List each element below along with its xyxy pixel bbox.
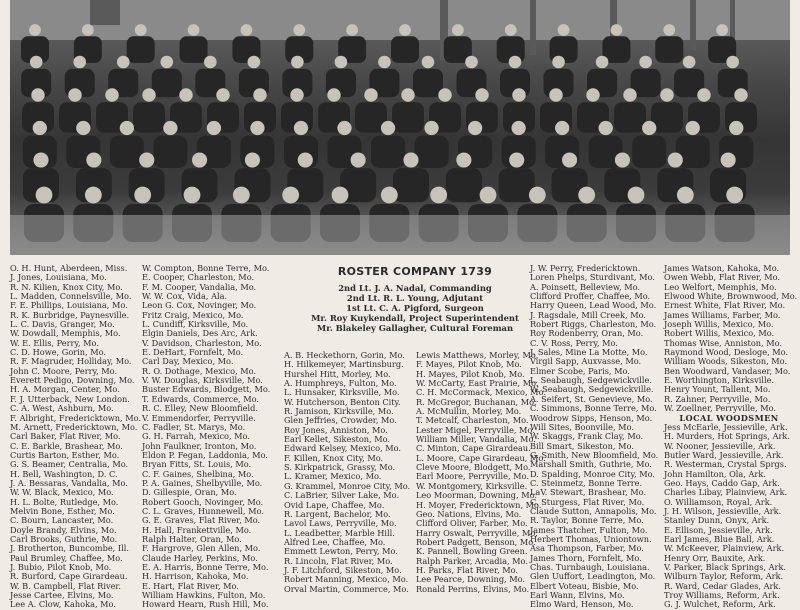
company-group-photo: [10, 0, 790, 255]
roster-entry: W. W. Cox, Vida, Ala.: [142, 291, 228, 302]
roster-entry: L. Seabaugh, Sedgewickville.: [530, 375, 652, 386]
roster-entry: Carl Day, Mexico, Mo.: [142, 356, 234, 367]
roster-entry: Fritz Craig, Mexico, Mo.: [142, 309, 244, 320]
roster-entry: James Williams, Farber, Mo.: [664, 309, 781, 320]
roster-entry: K. Pannell, Bowling Green.: [416, 546, 528, 557]
roster-entry: Melvin Bone, Esther, Mo.: [10, 505, 115, 516]
roster-entry: W. W. Black, Mexico, Mo.: [10, 487, 114, 498]
roster-entry: A. Poinsett, Belleview, Mo.: [530, 281, 640, 292]
officer-line: 2nd Lt. J. A. Nadal, Commanding: [338, 283, 492, 293]
roster-title: ROSTER COMPANY 1739: [337, 265, 493, 278]
roster-entry: Stanley Dunn, Onyx, Ark.: [664, 515, 770, 526]
roster-entry: E. Cooper, Charleston, Mo.: [142, 272, 255, 283]
roster-entry: W. Montgomery, Kirksville.: [416, 480, 528, 491]
roster-entry: D. Spalding, Monroe City, Mo.: [530, 468, 655, 479]
roster-entry: F. Killen, Knox City, Mo.: [284, 452, 384, 463]
roster-entry: Robert Willis, Mexico, Mo.: [664, 328, 775, 339]
roster-entry: W. Nooner, Jessieville, Ark.: [664, 440, 776, 451]
roster-entry: Charles Libay, Plainview, Ark.: [664, 487, 788, 498]
roster-entry: Ralph Parker, Arcadia, Mo.: [416, 555, 528, 566]
roster-entry: W. E. Ellis, Perry, Mo.: [10, 337, 99, 348]
roster-entry: Emmett Lewton, Perry, Mo.: [284, 546, 398, 557]
roster-entry: L. Leadbetter, Marble Hill.: [284, 527, 395, 538]
roster-column-3: [284, 351, 414, 594]
roster-entry: Wilburn Taylor, Reform, Ark.: [664, 571, 784, 582]
roster-entry: C. D. Howe, Gorin, Mo.: [10, 347, 107, 358]
roster-entry: E. Worthington, Kirksville.: [664, 375, 775, 386]
roster-entry: Henry Yount, Tallent, Mo.: [664, 384, 771, 395]
roster-entry: Joseph Willis, Mexico, Mo.: [664, 319, 774, 330]
roster-entry: Eldon P. Fegan, Laddonia, Mo.: [142, 449, 268, 460]
roster-entry: Earl Kellet, Sikeston, Mo.: [284, 434, 391, 445]
roster-entry: C. H. McCormack, Mexico, Mo.: [416, 387, 546, 398]
roster-entry: L. Cundiff, Kirksville, Mo.: [142, 319, 249, 330]
roster-entry: L. Hunsaker, Kirksville, Mo.: [284, 387, 400, 398]
roster-entry: Carl Brooks, Guthrie, Mo.: [10, 533, 118, 544]
roster-entry: R. Largent, Bachelor, Mo.: [284, 508, 391, 519]
roster-entry: R. K. Burbridge, Paynesville.: [10, 309, 130, 320]
roster-entry: James Thorn, Fornfelt, Mo.: [530, 552, 642, 563]
roster-entry: V. Parker, Black Springs, Ark.: [664, 562, 787, 572]
roster-column-2: [142, 264, 282, 610]
roster-entry: Lavol Laws, Perryville, Mo.: [284, 518, 397, 529]
roster-entry: Geo. Hays, Caddo Gap, Ark.: [664, 477, 780, 488]
roster-entry: Geo. Nations, Elvins, Mo.: [416, 508, 522, 519]
roster-entry: Robert Riggs, Charleston, Mo.: [530, 319, 657, 330]
roster-entry: W. Seabaugh, Sedgewickville.: [530, 384, 654, 395]
roster-entry: O. H. Hunt, Aberdeen, Miss.: [10, 263, 128, 273]
roster-entry: Buster Edwards, Blodgett, Mo.: [142, 384, 271, 395]
roster-entry: R. F. Magruder, Holliday, Mo.: [10, 356, 132, 367]
roster-entry: Clifford Proffer, Chaffee, Mo.: [530, 291, 651, 302]
roster-entry: Ben Woodward, Vandaser, Mo.: [664, 365, 791, 376]
roster-entry: C. E. Barkle, Brashear, Mo.: [10, 440, 123, 451]
roster-entry: Claude Sutton, Annapolis, Mo.: [530, 505, 657, 516]
roster-entry: H. Hall, Frankettville, Mo.: [142, 524, 252, 535]
roster-entry: Cleve Moore, Blodgett, Mo.: [416, 462, 531, 473]
roster-entry: Orval Martin, Commerce, Mo.: [284, 583, 409, 594]
roster-entry: J. Ragsdale, Mill Creek, Mo.: [530, 309, 646, 320]
roster-entry: Lee A. Clow, Kahoka, Mo.: [10, 599, 116, 610]
roster-entry: R. Taylor, Bonne Terre, Mo.: [530, 515, 644, 526]
roster-entry: R. McGregor, Buchanan, Mo.: [416, 396, 537, 407]
roster-entry: J. Sales, Mine La Motte, Mo.: [530, 347, 648, 358]
roster-entry: Earl James, Blue Ball, Ark.: [664, 533, 775, 544]
roster-entry: LaV. Stewart, Brashear, Mo.: [530, 487, 647, 498]
roster-entry: R. Jamison, Kirksville, Mo.: [284, 406, 394, 417]
roster-entry: J. Jones, Louisiana, Mo.: [10, 272, 107, 283]
roster-entry: John Faulkner, Ironton, Mo.: [142, 440, 257, 451]
roster-entry: O. Williamson, Royal, Ark.: [664, 496, 773, 507]
roster-column-6: [664, 263, 798, 610]
roster-entry: C. V. Ross, Perry, Mo.: [530, 337, 618, 348]
roster-entry: R. Ward, Cedar Glades, Ark.: [664, 580, 781, 591]
roster-entry: C. Fadler, St. Marys, Mo.: [142, 421, 246, 432]
roster-entry: Earl Moore, Perryville, Mo.: [416, 471, 529, 482]
roster-entry: Clifford Oliver, Farber, Mo.: [416, 518, 528, 529]
roster-entry: F. J. Utterback, New London.: [10, 393, 130, 404]
roster-entry: Doyle Brandy, Elvins, Mo.: [10, 524, 117, 535]
roster-entry: Bryan Fitts, St. Louis, Mo.: [142, 459, 252, 470]
roster-entry: J. F. Litchford, Sikeston, Mo.: [284, 564, 402, 575]
roster-entry: C. F. Gaines, Shelbina, Mo.: [142, 468, 254, 479]
roster-entry: R. C. Elley, New Bloomfield.: [142, 403, 258, 414]
roster-entry: R. O. Dothage, Mexico, Mo.: [142, 365, 256, 376]
roster-entry: G. S. Beamer, Centralia, Mo.: [10, 459, 129, 470]
roster-entry: Loren Phelps, Sturdivant, Mo.: [530, 272, 655, 283]
roster-entry: John C. Moore, Perry, Mo.: [10, 365, 118, 376]
roster-column-4: [416, 351, 544, 594]
roster-entry: P. A. Gaines, Shelbyville, Mo.: [142, 477, 263, 488]
roster-entry: V. Davidson, Charleston, Mo.: [142, 337, 262, 348]
roster-entry: Claude Harley, Perkins, Mo.: [142, 552, 258, 563]
roster-entry: Lee Pearce, Downing, Mo.: [416, 574, 526, 585]
roster-entry: S. Kirkpatrick, Grassy, Mo.: [284, 462, 396, 473]
roster-entry: Will Sites, Boonville, Mo.: [530, 421, 634, 432]
roster-entry: Jess McEarle, Jessieville, Ark.: [664, 421, 788, 432]
roster-entry: Ronald Perrins, Elvins, Mo.: [416, 583, 530, 594]
roster-entry: Jesse Cartee, Elvins, Mo.: [10, 590, 114, 601]
roster-entry: Henry Orr, Bauxite, Ark.: [664, 552, 766, 563]
roster-entry: T. Metcalf, Charleston, Mo.: [416, 415, 529, 426]
roster-entry: V. Emmendorfer, Perryville.: [142, 412, 256, 423]
roster-entry: A. Seifert, St. Genevieve, Mo.: [530, 393, 653, 404]
roster-entry: A. B. Heckethorn, Gorin, Mo.: [284, 350, 405, 360]
roster-entry: Alfred Lee, Chaffee, Mo.: [284, 536, 386, 547]
roster-entry: Lester Migel, Perryville, Mo.: [416, 424, 535, 435]
roster-entry: James Thatcher, Fulton, Mo.: [530, 524, 648, 535]
roster-entry: T. Edwards, Commerce, Mo.: [142, 393, 260, 404]
roster-entry: Lewis Matthews, Morley, Mo.: [416, 350, 539, 360]
roster-entry: E. Ellison, Jessieville, Ark.: [664, 524, 773, 535]
roster-entry: Edward Kelsey, Mexico, Mo.: [284, 443, 401, 454]
roster-entry: William Woods, Sikeston, Mo.: [664, 356, 788, 367]
roster-entry: H. Moyer, Fredericktown, Mo.: [416, 499, 542, 510]
roster-entry: Harry Oswalt, Perryville, Mo.: [416, 527, 538, 538]
roster-entry: H. Parks, Flat River, Mo.: [416, 564, 518, 575]
roster-entry: H. Mayes, Pilot Knob, Mo.: [416, 368, 525, 379]
roster-entry: G. J. Wulchet, Reform, Ark.: [664, 599, 776, 610]
roster-entry: J. Brotherton, Buncombe, Ill.: [10, 543, 129, 554]
roster-entry: Herbert Thomas, Uniontown.: [530, 533, 652, 544]
roster-entry: E. A. Harris, Bonne Terre, Mo.: [142, 562, 269, 572]
roster-entry: Curtis Barton, Esther, Mo.: [10, 449, 120, 460]
local-woodsmen-heading: LOCAL WOODSMEN: [679, 412, 779, 423]
officer-line: Mr. Roy Kuykendall, Project Superintendent: [311, 313, 519, 324]
roster-entry: D. Gillespie, Oran, Mo.: [142, 487, 237, 498]
roster-entry: C. Bourn, Lancaster, Mo.: [10, 515, 114, 526]
roster-entry: H. Hilkemeyer, Martinsburg.: [284, 359, 404, 370]
roster-entry: F. Hargrove, Glen Allen, Mo.: [142, 543, 261, 554]
roster-entry: C. Simmons, Bonne Terre, Mo.: [530, 403, 657, 414]
roster-entry: W. Hutcherson, Benton City.: [284, 396, 401, 407]
roster-entry: C. Minton, Cape Girardeau.: [416, 443, 531, 454]
roster-entry: C. A. West, Ashburn, Mo.: [10, 403, 114, 414]
roster-entry: James Watson, Kahoka, Mo.: [664, 263, 780, 273]
roster-entry: Elgin Daniels, Des Arc, Ark.: [142, 328, 258, 339]
roster-entry: Ernest White, Flat River, Mo.: [664, 300, 786, 311]
roster-entry: Bill Smart, Sikeston, Mo.: [530, 440, 634, 451]
roster-entry: Elbert Voteau, Bisbie, Mo.: [530, 580, 639, 591]
roster-entry: R. Westerman, Crystal Sprgs.: [664, 459, 787, 470]
roster-entry: Asa Thompson, Farber, Mo.: [530, 543, 644, 554]
roster-entry: C. Sturgess, Flat River, Mo.: [530, 496, 645, 507]
roster-entry: H. Bell, Washington, D. C.: [10, 468, 118, 479]
roster-entry: J. W. Perry, Fredericktown.: [530, 263, 641, 273]
roster-entry: J. Bubio, Pilot Knob, Mo.: [10, 562, 112, 572]
roster-entry: Elwood White, Brownwood, Mo.: [664, 291, 798, 302]
roster-entry: H. L. Bolte, Rutledge, Mo.: [10, 496, 119, 507]
roster-entry: J. H. Wilson, Jessieville, Ark.: [664, 505, 782, 516]
roster-entry: G. E. Graves, Flat River, Mo.: [142, 515, 261, 526]
roster-entry: G. H. Farrah, Mexico, Mo.: [142, 431, 250, 442]
roster-entry: L. C. Davis, Granger, Mo.: [10, 319, 115, 330]
roster-column-5: [530, 264, 660, 610]
roster-entry: L. Madden, Connelsville, Mo.: [10, 291, 132, 302]
roster-entry: M. Arnett, Fredericktown, Mo.: [10, 421, 138, 432]
officers-block: [284, 283, 546, 333]
roster-entry: Leo Moorman, Downing, Mo.: [416, 490, 537, 501]
roster-entry: W. Compton, Bonne Terre, Mo.: [142, 263, 270, 273]
roster-column-1: [10, 263, 142, 610]
roster-entry: E. DeHart, Fornfelt, Mo.: [142, 347, 244, 358]
roster-entry: Glen Uuffort, Leadington, Mo.: [530, 571, 656, 582]
roster-entry: L. Moore, Cape Girardeau, Mo.: [416, 452, 546, 463]
roster-entry: Robert Padgett, Benson, Mo.: [416, 536, 536, 547]
roster-entry: Virgil Sapp, Auxvasse, Mo.: [530, 356, 642, 367]
officer-line: 2nd Lt. R. L. Young, Adjutant: [346, 293, 484, 304]
roster-entry: W. Skaggs, Frank Clay, Mo.: [530, 431, 644, 442]
roster-entry: F. E. Phillips, Louisiana, Mo.: [10, 300, 128, 311]
roster-entry: Roy Rodenberry, Oran, Mo.: [530, 328, 644, 339]
roster-entry: H. Murders, Hot Springs, Ark.: [664, 431, 790, 442]
roster-entry: Hurshel Hitt, Morley, Mo.: [284, 368, 391, 379]
roster-entry: Thomas Wise, Anniston, Mo.: [664, 337, 783, 348]
roster-entry: V. W. Douglas, Kirksville, Mo.: [142, 375, 263, 386]
roster-entry: W. B. Campbell, Flat River.: [10, 580, 122, 591]
roster-entry: Glen Jeffries, Crowder, Mo.: [284, 415, 397, 426]
roster-entry: Elmer Scobe, Paris, Mo.: [530, 365, 630, 376]
roster-entry: Leon G. Cox, Novinger, Mo.: [142, 300, 257, 311]
roster-entry: W. McKeever, Plainview, Ark.: [664, 543, 785, 554]
roster-entry: J. A. Bessaras, Vandalia, Mo.: [10, 477, 128, 488]
roster-entry: Leo Welfort, Memphis, Mo.: [664, 281, 777, 292]
roster-entry: Marshall Smith, Guthrie, Mo.: [530, 459, 652, 470]
roster-entry: William Miller, Vandalia, Mo.: [416, 434, 536, 445]
officer-line: 1st Lt. C. A. Pigford, Surgeon: [346, 303, 484, 314]
roster-entry: Troy Williams, Reform, Ark.: [664, 590, 780, 601]
roster-entry: Howard Hearn, Rush Hill, Mo.: [142, 599, 269, 610]
roster-entry: L. Kramer, Mexico, Mo.: [284, 471, 382, 482]
roster-entry: F. Albright, Fredericktown, Mo.: [10, 412, 142, 423]
roster-entry: C. LaBrier, Silver Lake, Mo.: [284, 490, 400, 501]
roster-entry: R. Zahner, Perryville, Mo.: [664, 393, 771, 404]
roster-entry: Roy Jones, Anniston, Mo.: [284, 424, 388, 435]
roster-entry: John Hamilton, Ola, Ark.: [664, 468, 766, 479]
roster-entry: Raymond Wood, Desloge, Mo.: [664, 347, 789, 358]
roster-entry: Owen Webb, Flat River, Mo.: [664, 272, 781, 283]
roster-entry: H. A. Morgan, Center, Mo.: [10, 384, 120, 395]
roster-entry: W. McCarty, East Prairie, Mo.: [416, 378, 539, 389]
roster-entry: Harry Queen, Lead Wood, Mo.: [530, 300, 657, 311]
roster-entry: Chas. Turnbaugh, Louisiana.: [530, 562, 650, 572]
roster-entry: F. Mayes, Pilot Knob, Mo.: [416, 359, 522, 370]
roster-entry: Woodrow Sipps, Henson, Mo.: [530, 412, 653, 423]
officer-line: Mr. Blakeley Gallagher, Cultural Foreman: [316, 323, 514, 334]
roster-entry: G. Krammel, Monroe City, Mo.: [284, 480, 411, 491]
roster-entry: Ralph Halter, Oran, Mo.: [142, 533, 242, 544]
roster-entry: C. Steinmetz, Bonne Terre.: [530, 477, 643, 488]
roster-entry: Robert Manning, Mexico, Mo.: [284, 574, 409, 585]
roster-entry: William Hawkins, Fulton, Mo.: [142, 590, 266, 601]
roster-entry: Carl Baker, Flat River, Mo.: [10, 431, 121, 442]
roster-entry: W. Zoellner, Perryville, Mo.: [664, 403, 776, 414]
roster-entry: Butler Ward, Jessieville, Ark.: [664, 449, 784, 460]
roster-entry: Robert Gooch, Novinger, Mo.: [142, 496, 264, 507]
roster-entry: F. M. Cooper, Vandalia, Mo.: [142, 281, 257, 292]
roster-entry: R. N. Kilien, Knox City, Mo.: [10, 281, 123, 292]
roster-entry: Paul Brumley, Chaffee, Mo.: [10, 552, 123, 563]
roster-entry: Earl Wann, Elvins, Mo.: [530, 590, 625, 601]
roster-entry: R. Lincoln, Flat River, Mo.: [284, 555, 393, 566]
roster-entry: Elmo Ward, Henson, Mo.: [530, 599, 634, 610]
roster-entry: W. Dowdall, Memphis, Mo.: [10, 328, 121, 339]
roster-entry: G. Smith, New Bloomfield, Mo.: [530, 449, 659, 460]
roster-entry: E. Hart, Flat River, Mo.: [142, 580, 239, 591]
roster-entry: Ovid Lape, Chaffee, Mo.: [284, 499, 385, 510]
roster-entry: A. Humphreys, Fulton, Mo.: [284, 378, 397, 389]
roster-entry: A. McMullin, Morley, Mo.: [416, 406, 522, 417]
roster-entry: H. Harrison, Kahoka, Mo.: [142, 571, 249, 582]
roster-entry: C. L. Graves, Hunnewell, Mo.: [142, 505, 264, 516]
roster-entry: R. Burford, Cape Girardeau.: [10, 571, 128, 582]
roster-entry: Everett Pedigo, Downing, Mo.: [10, 375, 135, 386]
